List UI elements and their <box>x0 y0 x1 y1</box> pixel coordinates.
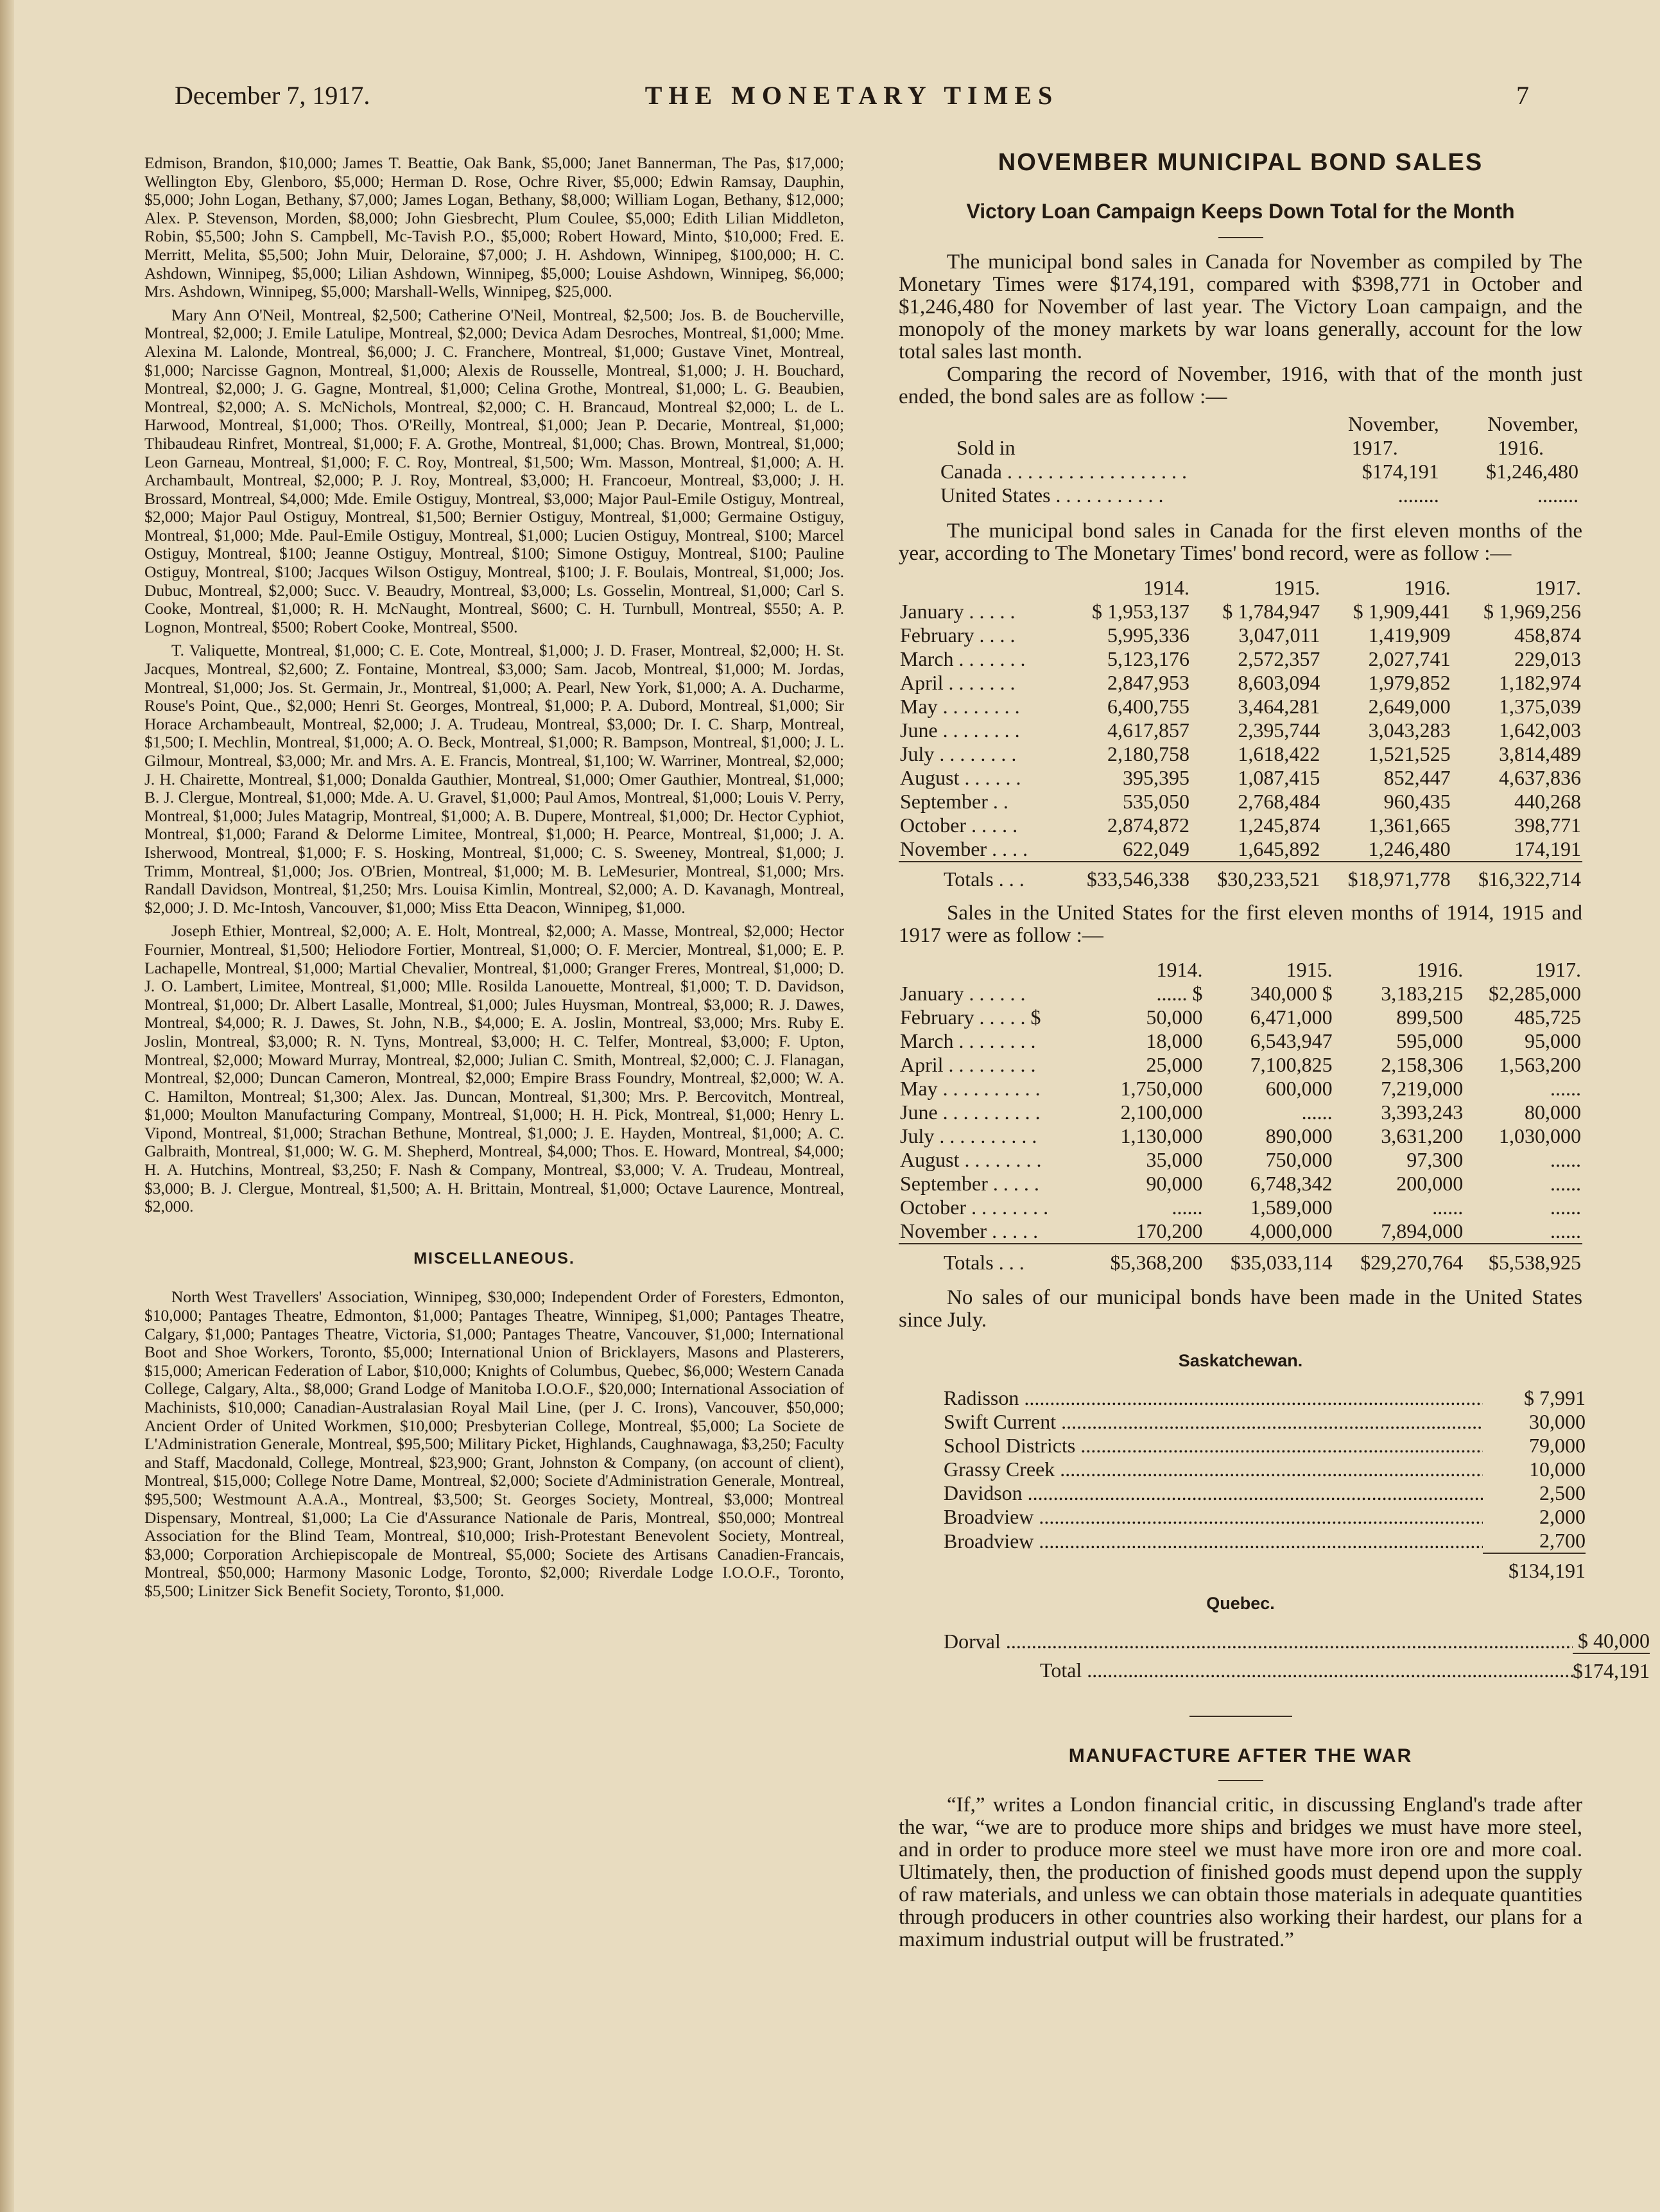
subscriber-list-paragraph: Mary Ann O'Neil, Montreal, $2,500; Catherine O'Neil, Montreal, $2,500; Jos. B. de Boucherville, Montreal, $2,000; J. Emile Latulipe, Montreal, $2,000; Devica Adam Desroches, Montreal, $1,000; Mme. Alexina M. Lalonde, Montreal, $6,000; J. C. Franchere, Montreal, $1,000; Gustave Vinet, Montreal, $1,000; Narcisse Gagnon, Montreal, $1,000; Alexis de Rousselle, Montreal, $1,000; J. H. Bouchard, Montreal, $2,000; J. G. Gagne, Montreal, $1,000; Celina Grothe, Montreal, $1,000; L. G. Beaubien, Montreal, $2,000; A. S. McNichols, Montreal, $2,000; C. H. Brancaud, Montreal $2,000; L. de L. Harwood, Montreal, $1,000; Thos. O'Reilly, Montreal, $1,000; Jean P. Decarie, Montreal, $1,000; Thibaudeau Rinfret, Montreal, $1,000; F. A. Grothe, Montreal, $1,000; Chas. Brown, Montreal, $1,000; Leon Garneau, Montreal, $1,000; F. C. Roy, Montreal, $1,500; Wm. Masson, Montreal, $1,000; A. H. Archambault, Montreal, $2,000; P. J. Roy, Montreal, $3,000; H. Francoeur, Montreal, $3,000; J. H. Brossard, Montreal, $4,000; Mde. Emile Ostiguy, Montreal, $3,000; Major Paul-Emile Ostiguy, Montreal, $2,000; Major Paul Ostiguy, Montreal, $1,500; Bernier Ostiguy, Montreal, $1,000; Germaine Ostiguy, Montreal, $1,000; Mde. Paul-Emile Ostiguy, Montreal, $1,000; Lucien Ostiguy, Montreal, $100; Marcel Ostiguy, Montreal, $100; Jeanne Ostiguy, Montreal, $100; Simone Ostiguy, Montreal, $100; Pauline Ostiguy, Montreal, $100; Jacques Wilson Ostiguy, Montreal, $100; J. F. Boulais, Montreal, $1,000; Jos. Dubuc, Montreal, $2,000; Succ. V. Beaudry, Montreal, $3,000; Ls. Gosselin, Montreal, $1,000; Carl S. Cooke, Montreal, $1,000; R. H. McNaught, Montreal, $600; C. H. Turnbull, Montreal, $550; A. P. Lognon, Montreal, $500; Robert Cooke, Montreal, $500. <box>144 305 844 636</box>
cell: 5,995,336 <box>1107 623 1190 647</box>
cell: 2,395,744 <box>1238 718 1320 742</box>
miscellaneous-heading: MISCELLANEOUS. <box>413 1249 575 1267</box>
totals-row <box>899 1244 1582 1280</box>
month-label: May . . . . . . . . . . <box>900 1077 1041 1100</box>
cell: $18,971,778 <box>1321 862 1451 896</box>
issue-date: December 7, 1917. <box>175 81 370 110</box>
page-gutter <box>0 0 14 2212</box>
cell: 340,000 $ <box>1250 982 1333 1005</box>
page-number: 7 <box>1516 81 1529 110</box>
year-header: 1915. <box>1286 957 1333 981</box>
cell: 458,874 <box>1514 623 1581 647</box>
cell: 4,637,836 <box>1499 766 1581 789</box>
year-header: 1916. <box>1417 957 1464 981</box>
table-row <box>899 671 1582 695</box>
divider <box>1189 1716 1292 1717</box>
month-label: March . . . . . . . <box>900 647 1026 670</box>
province-heading: Quebec. <box>1206 1594 1275 1613</box>
totals-label: Totals . . . <box>899 1244 1086 1280</box>
cell: 1,182,974 <box>1499 671 1581 694</box>
year-header: 1914. <box>1143 575 1190 599</box>
cell: 440,268 <box>1514 790 1581 813</box>
row-label: Sold in <box>956 436 1016 459</box>
month-label: August . . . . . . <box>900 766 1021 789</box>
month-label: September . . . . . <box>900 1172 1039 1195</box>
table-row <box>899 695 1582 718</box>
cell: $33,546,338 <box>1060 862 1191 896</box>
total-label: Total ..... <box>944 1653 1573 1687</box>
saskatchewan-table <box>944 1386 1586 1587</box>
quebec-table <box>944 1629 1650 1687</box>
article-subheading: Victory Loan Campaign Keeps Down Total for the Month <box>966 200 1515 223</box>
month-label: January . . . . . . <box>900 982 1026 1005</box>
cell: ...... <box>1550 1148 1581 1171</box>
cell: 1,130,000 <box>1120 1124 1203 1147</box>
cell: $1,246,480 <box>1486 460 1578 483</box>
cell: $ 1,953,137 <box>1092 600 1190 623</box>
month-label: October . . . . . . . . <box>900 1196 1049 1219</box>
cell: 80,000 <box>1525 1101 1581 1124</box>
right-column <box>899 149 1650 1951</box>
table-row <box>944 1458 1586 1481</box>
cell: 7,219,000 <box>1381 1077 1464 1100</box>
cell: $35,033,114 <box>1204 1244 1334 1280</box>
cell: 1,087,415 <box>1238 766 1320 789</box>
cell: 6,400,755 <box>1107 695 1190 718</box>
table-row <box>899 742 1582 766</box>
table-row <box>944 1505 1586 1529</box>
totals-label: Totals . . . <box>899 862 1060 896</box>
table-row <box>899 647 1582 671</box>
cell: 2,768,484 <box>1238 790 1320 813</box>
year-header: 1914. <box>1156 957 1203 981</box>
row-label: Radisson ..... <box>944 1386 1483 1410</box>
table-row <box>899 766 1582 790</box>
table-row <box>899 1124 1582 1148</box>
table-row <box>899 600 1582 623</box>
subscriber-list-paragraph: Edmison, Brandon, $10,000; James T. Beattie, Oak Bank, $5,000; Janet Bannerman, The Pas, $17,000; Wellington Eby, Glenboro, $5,000; Herman D. Rose, Ochre River, $5,000; Edwin Ramsay, Dauphin, $5,000; John Logan, Bethany, $7,000; James Logan, Bethany, $8,000; William Logan, Bethany, $12,000; Alex. P. Stevenson, Morden, $8,000; John Giesbrecht, Plum Coulee, $5,000; Edith Lilian Middleton, Robin, $5,500; John S. Campbell, Mc-Tavish P.O., $5,000; Robert Howard, Minto, $10,000; Fred. E. Merritt, Melita, $5,500; John Muir, Deloraine, $7,000; J. H. Ashdown, Winnipeg, $100,000; H. C. Ashdown, Winnipeg, $5,000; Lilian Ashdown, Winnipeg, $5,000; Louise Ashdown, Winnipeg, $6,000; Mrs. Ashdown, Winnipeg, $5,000; Marshall-Wells, Winnipeg, $25,000. <box>144 153 844 301</box>
cell: ...... <box>1550 1196 1581 1219</box>
table-row <box>899 1101 1582 1124</box>
cell: $ 7,991 <box>1524 1386 1586 1409</box>
table-row <box>944 1529 1586 1553</box>
column-header: November, <box>1347 412 1439 435</box>
cell: 97,300 <box>1406 1148 1464 1171</box>
cell: ...... <box>1301 1101 1333 1124</box>
cell: ...... <box>1172 1196 1203 1219</box>
totals-row <box>899 862 1582 896</box>
cell: 535,050 <box>1123 790 1190 813</box>
table-row <box>899 1172 1582 1196</box>
table-row <box>899 1196 1582 1219</box>
divider <box>1218 237 1263 238</box>
cell: 485,725 <box>1514 1006 1581 1029</box>
table-row <box>899 1219 1582 1244</box>
cell: $5,368,200 <box>1086 1244 1204 1280</box>
cell: 3,814,489 <box>1499 742 1581 765</box>
cell: 10,000 <box>1529 1458 1586 1481</box>
cell: 398,771 <box>1514 814 1581 837</box>
cell: $29,270,764 <box>1334 1244 1465 1280</box>
article-paragraph: The municipal bond sales in Canada for the first eleven months of the year, according to The Monetary Times' bond record, were as follow :— <box>899 519 1582 565</box>
cell: 2,700 <box>1539 1529 1586 1552</box>
cell: 50,000 <box>1146 1006 1203 1029</box>
column-year: 1916. <box>1498 436 1544 459</box>
publication-title: THE MONETARY TIMES <box>644 81 1059 110</box>
cell: 1,642,003 <box>1499 718 1581 742</box>
cell: $ 1,969,256 <box>1483 600 1581 623</box>
cell: 8,603,094 <box>1238 671 1320 694</box>
cell: 1,645,892 <box>1238 837 1320 860</box>
cell: 1,750,000 <box>1120 1077 1203 1100</box>
cell: 2,874,872 <box>1107 814 1190 837</box>
row-label: School Districts ..... <box>944 1434 1483 1458</box>
cell: 2,572,357 <box>1238 647 1320 670</box>
cell: 200,000 <box>1396 1172 1464 1195</box>
cell: $ 1,909,441 <box>1353 600 1451 623</box>
province-heading: Saskatchewan. <box>1178 1351 1303 1370</box>
cell: 1,030,000 <box>1499 1124 1581 1147</box>
cell: 6,748,342 <box>1250 1172 1333 1195</box>
cell: 750,000 <box>1265 1148 1333 1171</box>
table-row <box>899 623 1582 647</box>
subscriber-list-paragraph: Joseph Ethier, Montreal, $2,000; A. E. Holt, Montreal, $2,000; A. Masse, Montreal, $2,000; Hector Fournier, Montreal, $1,500; Heliodore Fortier, Montreal, $1,000; O. F. Mercier, Montreal, $1,000; E. P. Lachapelle, Montreal, $1,000; Martial Chevalier, Montreal, $1,000; Granger Freres, Montreal, $1,000; D. J. O. Lambert, Limitee, Montreal, $1,000; Mlle. Rosilda Lanouette, Montreal, $1,000; T. D. Davidson, Montreal, $1,000; Dr. Albert Lasalle, Montreal, $1,000; Jules Huysman, Montreal, $3,000; R. J. Dawes, Montreal, $4,000; R. J. Dawes, St. John, N.B., $4,000; E. A. Joslin, Montreal, $3,000; Mrs. Ruby E. Joslin, Montreal, $3,000; R. N. Tyns, Montreal, $3,000; H. C. Telfer, Montreal, $3,000; F. Upton, Montreal, $2,000; Moward Murray, Montreal, $2,000; Julian C. Smith, Montreal, $2,000; C. J. Flanagan, Montreal, $2,000; Duncan Cameron, Montreal, $2,000; Empire Brass Foundry, Montreal, $2,000; W. A. C. Hamilton, Montreal; $1,300; Alex. Jas. Duncan, Montreal, $1,300; Mrs. P. Bercovitch, Montreal, $1,000; Moulton Manufacturing Company, Montreal, $1,000; H. H. Pick, Montreal, $1,000; Henry L. Vipond, Montreal, $1,000; Strachan Bethune, Montreal, $1,000; J. E. Hayden, Montreal, $1,000; A. C. Galbraith, Montreal, $1,000; W. G. M. Shepherd, Montreal, $4,000; Thos. E. Howard, Montreal, $4,000; H. A. Hutchins, Montreal, $3,250; F. Nash & Company, Montreal, $3,000; V. A. Trudeau, Montreal, $3,000; B. J. Clergue, Montreal, $1,500; A. H. Brittain, Montreal, $1,000; Octave Laurence, Montreal, $2,000. <box>144 921 844 1216</box>
cell: 7,894,000 <box>1381 1219 1464 1242</box>
month-label: September . . <box>900 790 1008 813</box>
cell: 18,000 <box>1146 1029 1203 1052</box>
article-paragraph: Sales in the United States for the first eleven months of 1914, 1915 and 1917 were as follow :— <box>899 901 1582 947</box>
cell: ........ <box>1397 483 1439 507</box>
cell: 600,000 <box>1265 1077 1333 1100</box>
article-heading: MANUFACTURE AFTER THE WAR <box>1068 1745 1413 1766</box>
row-label: United States <box>940 483 1051 507</box>
cell: $ 40,000 <box>1578 1629 1650 1652</box>
cell: 1,419,909 <box>1368 623 1451 647</box>
table-row <box>944 1481 1586 1505</box>
table-row <box>899 718 1582 742</box>
cell: 899,500 <box>1396 1006 1464 1029</box>
table-row <box>944 1629 1650 1653</box>
row-label: Grassy Creek ..... <box>944 1458 1483 1481</box>
month-label: February . . . . <box>900 623 1016 647</box>
cell: 6,471,000 <box>1250 1006 1333 1029</box>
cell: 595,000 <box>1396 1029 1464 1052</box>
row-label: Broadview ..... <box>944 1505 1483 1529</box>
year-header: 1915. <box>1274 575 1320 599</box>
month-label: June . . . . . . . . <box>900 718 1020 742</box>
cell: ...... <box>1432 1196 1464 1219</box>
month-label: April . . . . . . . <box>900 671 1016 694</box>
canada-sales-table <box>899 575 1582 896</box>
cell: 174,191 <box>1514 837 1581 860</box>
cell: $2,285,000 <box>1489 982 1581 1005</box>
article-paragraph: Comparing the record of November, 1916, with that of the month just ended, the bond sales are as follow :— <box>899 363 1582 408</box>
cell: 25,000 <box>1146 1053 1203 1076</box>
month-label: July . . . . . . . . <box>900 742 1017 765</box>
table-row <box>899 1077 1582 1101</box>
cell: ...... <box>1550 1219 1581 1242</box>
page-header <box>175 80 1529 119</box>
table-row <box>899 982 1582 1006</box>
month-label: October . . . . . <box>900 814 1018 837</box>
year-header: 1917. <box>1535 575 1581 599</box>
table-row: Canada . . . . . . . . . . . . . . . . . . $174,191 $1,246,480 <box>899 460 1582 483</box>
cell: 2,649,000 <box>1368 695 1451 718</box>
article-paragraph: “If,” writes a London financial critic, in discussing England's trade after the war, “we are to produce more ships and bridges we must have more steel, and in order to produce more steel we must have more iron ore and more coal. Ultimately, then, the production of finished goods must depend upon the supply of raw materials, and unless we can obtain those materials in adequate quantities through producers in other countries also working their hardest, our plans for a maximum industrial output will be frustrated.” <box>899 1793 1582 1951</box>
month-label: June . . . . . . . . . . <box>900 1101 1041 1124</box>
table-row <box>899 790 1582 814</box>
cell: 2,847,953 <box>1107 671 1190 694</box>
cell: ...... <box>1550 1077 1581 1100</box>
column-year: 1917. <box>1351 436 1398 459</box>
cell: 170,200 <box>1136 1219 1203 1242</box>
table-row <box>899 1006 1582 1029</box>
cell: 960,435 <box>1383 790 1451 813</box>
cell: 4,000,000 <box>1250 1219 1333 1242</box>
cell: 2,180,758 <box>1107 742 1190 765</box>
cell: 852,447 <box>1383 766 1451 789</box>
cell: 1,246,480 <box>1368 837 1451 860</box>
row-label: Swift Current ..... <box>944 1410 1483 1434</box>
table-row <box>899 1053 1582 1077</box>
cell: 1,589,000 <box>1250 1196 1333 1219</box>
table-row <box>899 1029 1582 1053</box>
cell: 2,000 <box>1539 1505 1586 1528</box>
cell: 1,563,200 <box>1499 1053 1581 1076</box>
cell: 890,000 <box>1265 1124 1333 1147</box>
article-paragraph: The municipal bond sales in Canada for November as compiled by The Monetary Times were $174,191, compared with $398,771 in October and $1,246,480 for November of last year. The Victory Loan campaign, and the monopoly of the money markets by war loans generally, account for the low total sales last month. <box>899 250 1582 363</box>
us-sales-table <box>899 957 1582 1280</box>
left-column <box>144 154 844 1606</box>
cell: 2,027,741 <box>1368 647 1451 670</box>
cell: 3,464,281 <box>1238 695 1320 718</box>
column-header: November, <box>1487 412 1578 435</box>
cell: ...... $ <box>1156 982 1203 1005</box>
month-label: January . . . . . <box>900 600 1016 623</box>
cell: 3,047,011 <box>1238 623 1320 647</box>
month-label: March . . . . . . . . <box>900 1029 1036 1052</box>
cell: 3,631,200 <box>1381 1124 1464 1147</box>
total-value: $174,191 <box>1573 1653 1650 1687</box>
cell: 5,123,176 <box>1107 647 1190 670</box>
month-label: May . . . . . . . . <box>900 695 1020 718</box>
cell: 1,979,852 <box>1368 671 1451 694</box>
table-row <box>944 1386 1586 1410</box>
month-label: February . . . . . $ <box>900 1006 1041 1029</box>
row-label: Davidson ..... <box>944 1481 1483 1505</box>
comparison-table <box>899 412 1582 507</box>
month-label: August . . . . . . . . <box>900 1148 1042 1171</box>
year-header: 1917. <box>1535 957 1581 981</box>
cell: $30,233,521 <box>1191 862 1321 896</box>
table-row <box>944 1410 1586 1434</box>
table-row <box>899 814 1582 837</box>
article-paragraph: No sales of our municipal bonds have been made in the United States since July. <box>899 1286 1582 1332</box>
cell: ........ <box>1537 483 1578 507</box>
cell: 622,049 <box>1123 837 1190 860</box>
month-label: November . . . . . <box>900 1219 1039 1242</box>
cell: 3,043,283 <box>1368 718 1451 742</box>
cell: 90,000 <box>1146 1172 1203 1195</box>
table-row <box>899 1148 1582 1172</box>
cell: 6,543,947 <box>1250 1029 1333 1052</box>
cell: 7,100,825 <box>1250 1053 1333 1076</box>
cell: $5,538,925 <box>1464 1244 1582 1280</box>
subscriber-list-paragraph: T. Valiquette, Montreal, $1,000; C. E. Cote, Montreal, $1,000; J. D. Fraser, Montreal, $2,000; H. St. Jacques, Montreal, $2,600; Z. Fontaine, Montreal, $3,000; Sam. Jacob, Montreal, $1,000; M. Jordas, Montreal, $1,000; Jos. St. Germain, Jr., Montreal, $1,000; A. Pearl, New York, $1,000; A. A. Ducharme, Rouse's Point, Que., $2,000; Henri St. Georges, Montreal, $1,000; P. A. Dubord, Montreal, $1,000; Sir Horace Archambeault, Montreal, $2,000; J. A. Trudeau, Montreal, $3,000; Dr. I. C. Sharp, Montreal, $1,500; I. Mechlin, Montreal, $1,000; A. O. Beck, Montreal, $1,000; R. Bampson, Montreal, $1,000; J. L. Gilmour, Montreal, $3,000; Mr. and Mrs. A. E. Francis, Montreal, $1,100; W. Warriner, Montreal, $2,000; J. H. Chairette, Montreal, $1,000; Donalda Gauthier, Montreal, $1,000; Omer Gauthier, Montreal, $1,000; B. J. Clergue, Montreal, $1,000; Mde. A. U. Gravel, $1,000; Paul Amos, Montreal, $1,000; Louis V. Perry, Montreal, $1,000; Jules Matagrip, Montreal, $1,000; A. B. Dupere, Montreal, $1,000; Dr. Hector Cyphiot, Montreal, $1,000; Farand & Delorme Limitee, Montreal, $1,000; H. Pearce, Montreal, $1,000; J. A. Isherwood, Montreal, $1,000; F. S. Hosking, Montreal, $1,000; C. S. Sweeney, Montreal, $1,000; J. Trimm, Montreal, $1,000; Jos. O'Brien, Montreal, $1,000; M. B. LeMesurier, Montreal, $1,000; Mrs. Randall Davidson, Montreal, $1,250; Mrs. Louisa Kimlin, Montreal, $2,000; A. D. Kavanagh, Montreal, $2,000; J. D. Mc-Intosh, Vancouver, $1,000; Miss Etta Deacon, Winnipeg, $1,000. <box>144 641 844 917</box>
cell: 2,158,306 <box>1381 1053 1464 1076</box>
cell: 4,617,857 <box>1107 718 1190 742</box>
cell: 2,100,000 <box>1120 1101 1203 1124</box>
month-label: July . . . . . . . . . . <box>900 1124 1037 1147</box>
row-label: Dorval ..... <box>944 1629 1573 1653</box>
table-row <box>944 1434 1586 1458</box>
cell: 1,521,525 <box>1368 742 1451 765</box>
cell: 30,000 <box>1529 1410 1586 1433</box>
row-label: Broadview ..... <box>944 1529 1483 1553</box>
cell: 1,375,039 <box>1499 695 1581 718</box>
cell: 95,000 <box>1525 1029 1581 1052</box>
subtotal: $134,191 <box>1483 1553 1586 1587</box>
cell: 395,395 <box>1123 766 1190 789</box>
cell: 79,000 <box>1529 1434 1586 1457</box>
cell: 229,013 <box>1514 647 1581 670</box>
cell: 3,393,243 <box>1381 1101 1464 1124</box>
cell: 1,618,422 <box>1238 742 1320 765</box>
cell: 1,245,874 <box>1238 814 1320 837</box>
cell: $174,191 <box>1362 460 1439 483</box>
cell: 3,183,215 <box>1381 982 1464 1005</box>
divider <box>1218 1780 1263 1781</box>
article-heading: NOVEMBER MUNICIPAL BOND SALES <box>998 149 1483 176</box>
miscellaneous-paragraph: North West Travellers' Association, Winnipeg, $30,000; Independent Order of Foresters, Edmonton, $10,000; Pantages Theatre, Edmonton, $1,000; Pantages Theatre, Winnipeg, $1,000; Pantages Theatre, Calgary, $1,000; Pantages Theatre, Victoria, $1,000; Pantages Theatre, Vancouver, $1,000; International Boot and Shoe Workers, Toronto, $5,000; International Union of Bricklayers, Masons and Plasterers, $15,000; American Federation of Labor, $10,000; Knights of Columbus, Quebec, $6,000; Western Canada College, Calgary, Alta., $8,000; Grand Lodge of Manitoba I.O.O.F., $20,000; International Association of Machinists, $10,000; Canadian-Australasian Royal Mail Line, (per J. C. Irons), Vancouver, $50,000; Ancient Order of United Workmen, $10,000; Presbyterian College, Montreal, $5,000; La Societe de L'Administration Generale, Montreal, $95,500; Military Picket, Highlands, Caughnawaga, $3,250; Faculty and Staff, Macdonald, College, Montreal, $23,900; Grant, Johnston & Company, (on account of client), Montreal, $15,000; College Notre Dame, Montreal, $2,000; Societe d'Administration Generale, Montreal, $95,500; Westmount A.A.A., Montreal, $3,500; St. Georges Society, Montreal, $3,000; Montreal Dispensary, Montreal, $1,000; La Cie d'Assurance Nationale de Paris, Montreal, $50,000; Montreal Association for the Blind Team, Montreal, $10,000; Irish-Protestant Benevolent Society, Montreal, $3,000; Corporation Archiepiscopale de Montreal, $5,000; Societe des Artisans Canadien-Francais, Montreal, $50,000; Harmony Masonic Lodge, Toronto, $2,000; Riverdale Lodge I.O.O.F., Toronto, $5,500; Linitzer Sick Benefit Society, Toronto, $1,000. <box>144 1287 844 1600</box>
table-row <box>899 837 1582 862</box>
month-label: April . . . . . . . . . <box>900 1053 1036 1076</box>
cell: 35,000 <box>1146 1148 1203 1171</box>
cell: $16,322,714 <box>1452 862 1582 896</box>
cell: ...... <box>1550 1172 1581 1195</box>
cell: 1,361,665 <box>1368 814 1451 837</box>
month-label: November . . . . <box>900 837 1028 860</box>
cell: 2,500 <box>1539 1481 1586 1504</box>
cell: $ 1,784,947 <box>1222 600 1320 623</box>
year-header: 1916. <box>1404 575 1451 599</box>
table-row: United States . . . . . . . . . . . ........ ........ <box>899 483 1582 507</box>
row-label: Canada <box>940 460 1002 483</box>
